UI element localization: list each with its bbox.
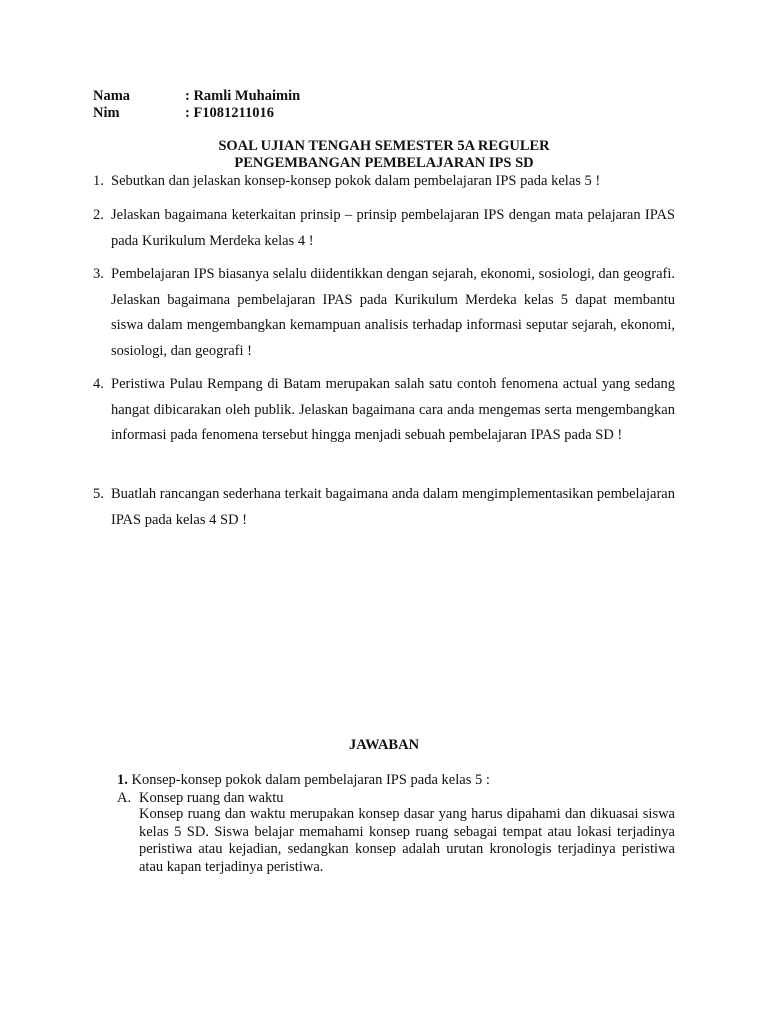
nama-row	[93, 88, 300, 105]
question-5-number: 5.	[93, 486, 104, 502]
nim-label: Nim	[93, 105, 120, 121]
answer-1-number: 1.	[117, 772, 128, 788]
question-2-text: Jelaskan bagaimana keterkaitan prinsip – prinsip pembelajaran IPS dengan mata pelajaran IPAS pada Kurikulum Merdeka kelas 4 !	[111, 207, 675, 249]
answer-1-intro	[117, 772, 490, 789]
answer-1a-body: Konsep ruang dan waktu merupakan konsep dasar yang harus dipahami dan dikuasai siswa kelas 5 SD. Siswa belajar memahami konsep ruang sebagai tempat atau lokasi terjadinya peristiwa atau kejadian, sedangkan konsep adalah urutan kronologis terjadinya peristiwa atau kapan terjadinya peristiwa.	[139, 806, 675, 875]
nama-value: : Ramli Muhaimin	[185, 88, 301, 104]
answer-1-text: Konsep-konsep pokok dalam pembelajaran IPS pada kelas 5 :	[127, 772, 490, 788]
exam-title-line1: SOAL UJIAN TENGAH SEMESTER 5A REGULER	[218, 138, 550, 154]
question-2-number: 2.	[93, 207, 104, 223]
answer-heading: JAWABAN	[348, 737, 420, 753]
nim-row	[93, 105, 274, 122]
exam-title-line2: PENGEMBANGAN PEMBELAJARAN IPS SD	[234, 155, 534, 171]
answer-1a-letter: A.	[117, 790, 132, 806]
question-3-number: 3.	[93, 266, 104, 282]
question-1-number: 1.	[93, 173, 104, 189]
answer-1a-title: Konsep ruang dan waktu	[139, 790, 284, 806]
question-5-text: Buatlah rancangan sederhana terkait bagaimana anda dalam mengimplementasikan pembelajaran IPAS pada kelas 4 SD !	[111, 486, 675, 528]
nim-value: : F1081211016	[185, 105, 275, 121]
nama-label: Nama	[93, 88, 131, 104]
question-1-text: Sebutkan dan jelaskan konsep-konsep pokok dalam pembelajaran IPS pada kelas 5 !	[111, 173, 601, 189]
question-4-number: 4.	[93, 376, 104, 392]
question-3-text: Pembelajaran IPS biasanya selalu diidentikkan dengan sejarah, ekonomi, sosiologi, dan geografi. Jelaskan bagaimana pembelajaran IPAS pada Kurikulum Merdeka kelas 5 dapat membantu siswa dalam mengembangkan kemampuan analisis terhadap informasi seputar sejarah, ekonomi, sosiologi, dan geografi !	[111, 266, 675, 359]
question-4-text: Peristiwa Pulau Rempang di Batam merupakan salah satu contoh fenomena actual yang sedang hangat dibicarakan oleh publik. Jelaskan bagaimana cara anda mengemas serta mengembangkan informasi pada fenomena tersebut hingga menjadi sebuah pembelajaran IPAS pada SD !	[111, 376, 675, 443]
